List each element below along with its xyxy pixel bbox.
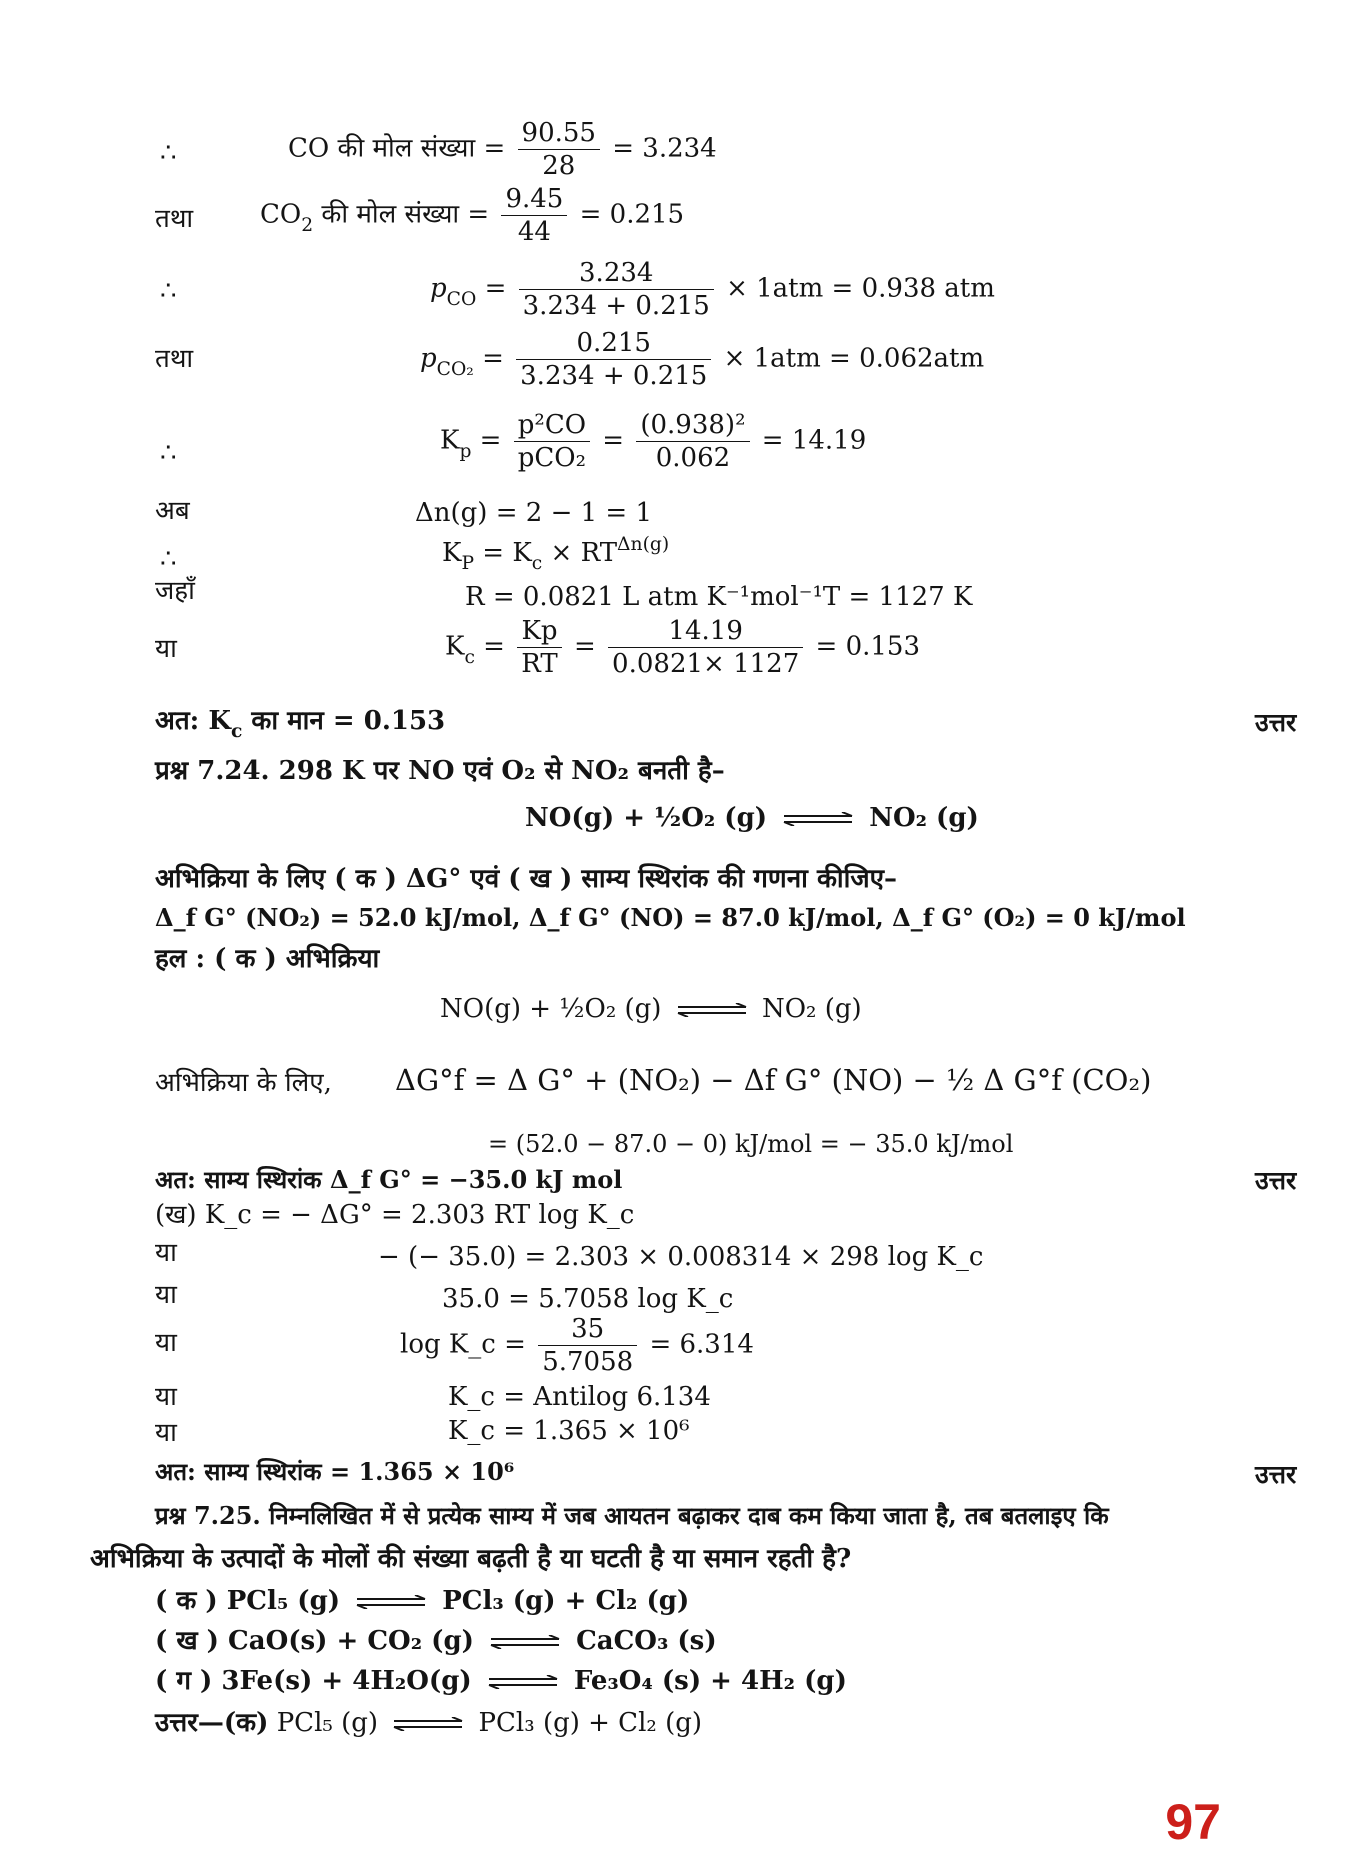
fraction (501, 186, 567, 245)
question-7-25: प्रश्न 7.25. निम्नलिखित में से प्रत्येक साम्य में जब आयतन बढ़ाकर दाब कम किया जाता है, तब बतलाइए कि (155, 1501, 1109, 1530)
kh-final: अत: साम्य स्थिरांक = 1.365 × 10⁶ (155, 1457, 515, 1486)
eq-kp: $K_p$ = $\frac{\text{p²CO}}{\text{pCO₂}}$ = $\frac{\text{(0.938)²}}{0.062}$ = 14.19 (440, 410, 867, 473)
fraction-num: 9.45 (501, 186, 567, 216)
answer-k (155, 1710, 702, 1736)
fraction-num: 0.215 (516, 330, 711, 360)
k-symbol: K (442, 538, 462, 568)
fraction (516, 330, 711, 389)
co2-sub: 2 (301, 214, 314, 236)
eq-result: = 0.153 (815, 631, 920, 662)
fraction (636, 412, 749, 471)
fraction-num: 90.55 (518, 120, 600, 150)
eq-pco2: $p_{CO_2}$ = $\frac{0.215}{3.234 + 0.215}$ × 1atm = 0.062atm (420, 328, 985, 391)
eq-co2-label: की मोल संख्या = (313, 199, 490, 230)
fraction-num: p²CO (514, 412, 590, 442)
part-label: ( ग ) (155, 1666, 213, 1696)
eq-left: PCl₅ (g) (226, 1586, 341, 1616)
ya-label: या (155, 1328, 177, 1358)
fraction-num: 14.19 (608, 618, 803, 648)
q25-part-k (155, 1588, 689, 1614)
eq-left: PCl₅ (g) (276, 1708, 379, 1738)
fraction-num: 3.234 (519, 260, 714, 290)
ya-label: या (155, 1418, 177, 1448)
answer-marker: उत्तर (1255, 1460, 1297, 1489)
equilibrium-arrow-icon (782, 812, 854, 826)
fraction-den: 0.062 (655, 443, 731, 473)
equilibrium-arrow-icon (392, 1717, 464, 1731)
equilibrium-arrow-icon (676, 1003, 748, 1017)
fraction (514, 412, 590, 471)
q24-given: Δ_f G° (NO₂) = 52.0 kJ/mol, Δ_f G° (NO) = 87.0 kJ/mol, Δ_f G° (O₂) = 0 kJ/mol (155, 903, 1186, 932)
eq-result: = 0.215 (579, 199, 685, 230)
tatha-label: तथा (155, 204, 194, 234)
k-sub: P (461, 553, 475, 574)
kh-eq-2: 35.0 = 5.7058 log K_c (442, 1284, 734, 1314)
therefore-symbol: ∴ (160, 138, 177, 168)
eq-right: PCl₃ (g) + Cl₂ (g) (478, 1708, 703, 1738)
ya-label: या (155, 1280, 177, 1310)
co2-text: CO (260, 199, 302, 230)
eq-right: Fe₃O₄ (s) + 4H₂ (g) (573, 1666, 847, 1696)
fraction-den: 0.0821× 1127 (612, 649, 800, 679)
sol-line1-label: अभिक्रिया के लिए, (155, 1068, 332, 1098)
p-sub: CO₂ (436, 358, 474, 380)
fraction-den: 5.7058 (542, 1347, 634, 1377)
therefore-symbol: ∴ (160, 544, 177, 574)
kc-rest: का मान = 0.153 (242, 706, 446, 736)
p-symbol: p (430, 273, 447, 304)
k-sub: c (230, 720, 243, 742)
kh-line: (ख) K_c = − ΔG° = 2.303 RT log K_c (155, 1200, 635, 1230)
q24-equation (525, 805, 979, 831)
solution-equation (440, 996, 862, 1022)
eq-result: = 14.19 (761, 425, 867, 456)
q25-part-kh (155, 1628, 717, 1654)
answer-label: उत्तर—(क) (155, 1708, 269, 1738)
q24-ask: अभिक्रिया के लिए ( क ) ΔG° एवं ( ख ) साम्य स्थिरांक की गणना कीजिए– (155, 864, 898, 894)
kh-eq-4: K_c = Antilog 6.134 (448, 1382, 711, 1412)
fraction-den: pCO₂ (517, 443, 587, 473)
sol-result-1: अत: साम्य स्थिरांक Δ_f G° = −35.0 kJ mol (155, 1165, 623, 1194)
eq-co-moles (288, 120, 717, 179)
part-label: ( ख ) (155, 1626, 219, 1656)
k-symbol: K (440, 425, 460, 456)
fraction (518, 120, 600, 179)
sol-line1: ΔG°f = Δ G° + (NO₂) − Δf G° (NO) − ½ Δ G°f (CO₂) (395, 1063, 1152, 1097)
fraction (538, 1316, 637, 1375)
ya-label: या (155, 1382, 177, 1412)
eq-co2-moles (260, 186, 684, 245)
q25-part-g (155, 1668, 847, 1694)
eq-pco: $p_{CO}$ = $\frac{3.234}{3.234 + 0.215}$ × 1atm = 0.938 atm (430, 258, 995, 321)
answer-marker: उत्तर (1255, 708, 1297, 737)
sol-line2: = (52.0 − 87.0 − 0) kJ/mol = − 35.0 kJ/mol (488, 1130, 1014, 1158)
k-sub: p (459, 440, 472, 462)
part-label: ( क ) (155, 1586, 218, 1616)
eq-right: NO₂ (g) (761, 994, 862, 1024)
fraction-num: Kp (517, 618, 561, 648)
eq-r-value: R = 0.0821 L atm K⁻¹mol⁻¹T = 1127 K (465, 582, 973, 612)
eq-delta-n: Δn(g) = 2 − 1 = 1 (415, 498, 653, 528)
equilibrium-arrow-icon (487, 1675, 559, 1689)
jahan-label: जहाँ (155, 576, 195, 606)
eq-result: × 1atm = 0.062atm (723, 343, 985, 374)
eq-result: = 3.234 (612, 133, 717, 164)
solution-heading: हल : ( क ) अभिक्रिया (155, 944, 380, 974)
answer-marker: उत्तर (1255, 1166, 1297, 1195)
fraction-den: 3.234 + 0.215 (520, 361, 708, 391)
fraction (608, 618, 803, 677)
ya-label: या (155, 634, 177, 664)
kc-value-line (155, 706, 446, 742)
k-symbol: K (445, 631, 465, 662)
ya-label: या (155, 1238, 177, 1268)
eq-result: = 6.314 (649, 1329, 754, 1360)
equilibrium-arrow-icon (355, 1595, 427, 1609)
eq-left: CaO(s) + CO₂ (g) (228, 1626, 474, 1656)
question-7-25-cont: अभिक्रिया के उत्पादों के मोलों की संख्या बढ़ती है या घटती है या समान रहती है? (90, 1544, 852, 1574)
eq-left: NO(g) + ½O₂ (g) (525, 803, 768, 833)
eq-part: = K (474, 538, 532, 568)
k-sub: c (464, 646, 475, 668)
eq-lhs: log K_c = (400, 1329, 526, 1360)
fraction-den: 3.234 + 0.215 (522, 291, 710, 321)
eq-left: 3Fe(s) + 4H₂O(g) (221, 1666, 472, 1696)
eq-right: CaCO₃ (s) (576, 1626, 717, 1656)
kh-eq-1: − (− 35.0) = 2.303 × 0.008314 × 298 log K_c (378, 1242, 984, 1272)
p-sub: CO (446, 288, 477, 310)
eq-right: NO₂ (g) (869, 803, 979, 833)
equilibrium-arrow-icon (489, 1635, 561, 1649)
eq-right: PCl₃ (g) + Cl₂ (g) (442, 1586, 690, 1616)
fraction (517, 618, 561, 677)
eq-co-moles-label: CO की मोल संख्या = (288, 133, 506, 164)
exponent: Δn(g) (617, 534, 670, 555)
eq-left: NO(g) + ½O₂ (g) (440, 994, 662, 1024)
eq-kp-kc (442, 534, 670, 574)
fraction (519, 260, 714, 319)
fraction-den: 44 (517, 217, 551, 247)
k-sub: c (531, 553, 543, 574)
tatha-label: तथा (155, 344, 194, 374)
fraction-num: (0.938)² (636, 412, 749, 442)
p-symbol: p (420, 343, 437, 374)
fraction-num: 35 (538, 1316, 637, 1346)
therefore-symbol: ∴ (160, 438, 177, 468)
eq-kc: $K_c$ = $\frac{Kp}{RT}$ = $\frac{14.19}{0.0821\times 1127}$ = 0.153 (445, 616, 920, 679)
page-number: 97 (1165, 1794, 1221, 1850)
kc-text: अत: K (155, 706, 231, 736)
ab-label: अब (155, 496, 190, 526)
question-7-24: प्रश्न 7.24. 298 K पर NO एवं O₂ से NO₂ बनती है– (155, 756, 725, 786)
eq-result: × 1atm = 0.938 atm (726, 273, 995, 304)
fraction-den: RT (521, 649, 558, 679)
eq-part: × RT (542, 538, 618, 568)
kh-eq-5: K_c = 1.365 × 10⁶ (448, 1416, 690, 1446)
therefore-symbol: ∴ (160, 276, 177, 306)
fraction-den: 28 (542, 151, 576, 181)
kh-eq-3 (400, 1316, 754, 1375)
